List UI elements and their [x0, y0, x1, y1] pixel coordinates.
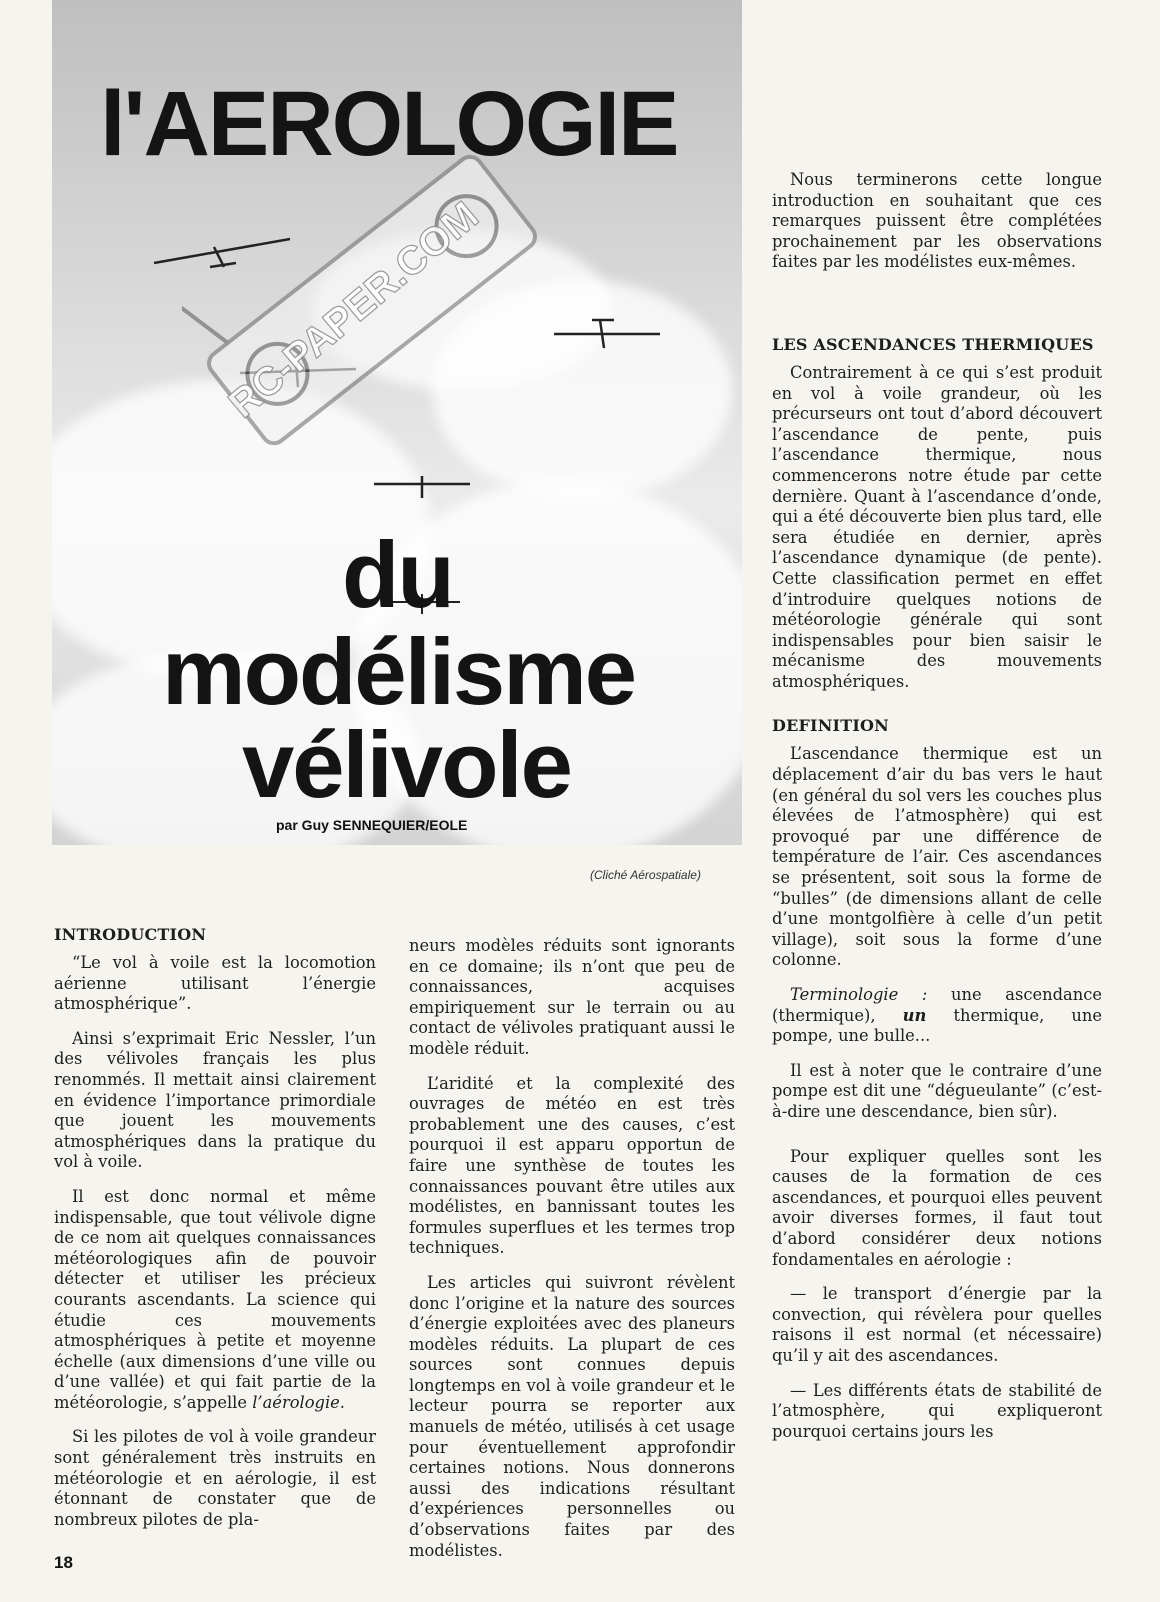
paragraph-text: Il est donc normal et même indispensable, que tout vélivole digne de ce nom ait quelques connaissances météorologiques afin de pouvoir détecter et utiliser les précieux courants ascendants. La science qui étudie ces mouvements atmosphériques à petite et moyenne échelle (aux dimensions d’une ville ou d’une vallée) et qui fait partie de la météorologie, s’appelle — [54, 1186, 376, 1412]
article-title: l'AEROLOGIE — [100, 73, 678, 175]
page-number: 18 — [54, 1553, 73, 1572]
article-subtitle-line: modélisme — [162, 619, 636, 724]
paragraph — [772, 985, 1102, 1047]
paragraph-text: une ascendance (thermique), — [772, 985, 1102, 1025]
emphasis-text: un — [902, 1005, 927, 1025]
paragraph: Nous terminerons cette longue introduction en souhaitant que ces remarques puissent être complétées prochainement par les observations faites par les modélistes eux-mêmes. — [772, 170, 1102, 272]
column-left — [54, 925, 376, 1530]
section-heading: INTRODUCTION — [54, 925, 207, 944]
author-byline: par Guy SENNEQUIER/EOLE — [276, 817, 468, 833]
paragraph: Il est à noter que le contraire d’une pompe est dit une “dégueulante” (c’est-à-dire une descendance, bien sûr). — [772, 1060, 1102, 1121]
paragraph: — Les différents états de stabilité de l’atmosphère, qui expliqueront pourquoi certains jours les — [772, 1380, 1102, 1441]
emphasis-text: l’aérologie. — [252, 1392, 345, 1412]
term-label: Terminologie : — [790, 985, 928, 1004]
paragraph: Les articles qui suivront révèlent donc l’origine et la nature des sources d’énergie exploitées avec des planeurs modèles réduits. La plupart de ces sources sont connues depuis longtemps en vol à voile grandeur et le lecteur pourra se reporter aux manuels de météo, utilisés à cet usage pour éventuellement approfondir certaines notions. Nous donnerons aussi des indications résultant d’expériences personnelles ou d’observations faites par des modélistes. — [409, 1272, 735, 1560]
paragraph: Si les pilotes de vol à voile grandeur sont généralement très instruits en météorologie et en aérologie, il est étonnant de constater que de nombreux pilotes de pla- — [54, 1427, 376, 1529]
article-subtitle-line: vélivole — [242, 712, 571, 817]
paragraph: “Le vol à voile est la locomotion aérienne utilisant l’énergie atmosphérique”. — [54, 953, 376, 1014]
paragraph: L’ascendance thermique est un déplacement d’air du bas vers le haut (en général du sol vers les couches plus élevées de l’atmosphère) qui est provoqué par une différence de température de l’air. Ces ascendances se présentent, soit sous la forme de “bulles” (de dimensions allant de celle d’une montgolfière à celle d’un petit village), soit sous la forme d’une colonne. — [772, 744, 1102, 970]
paragraph-text: thermique, une pompe, une bulle... — [772, 1005, 1102, 1046]
hero-photo — [52, 0, 742, 845]
paragraph: L’aridité et la complexité des ouvrages de météo en est très probablement une des causes, c’est pourquoi il est apparu opportun de faire une synthèse de toutes les connaissances pouvant être utiles aux modélistes, en bannissant toutes les formules superflues et les termes trop techniques. — [409, 1073, 735, 1258]
paragraph: neurs modèles réduits sont ignorants en ce domaine; ils n’ont que peu de connaissances, acquises empiriquement sur le terrain ou au contact de vélivoles pratiquant aussi le modèle réduit. — [409, 936, 735, 1058]
glider-icon — [552, 312, 662, 362]
article-subtitle-line: du — [342, 522, 453, 627]
paragraph: Contrairement à ce qui s’est produit en vol à voile grandeur, où les précurseurs ont tout d’abord découvert l’ascendance de pente, puis l’ascendance thermique, nous commencerons notre étude par cette dernière. Quant à l’ascendance d’onde, qui a été découverte bien plus tard, elle sera étudiée en dernier, après l’ascendance dynamique (de pente). Cette classification permet en effet d’introduire quelques notions de météorologie générale qui sont indispensables pour bien saisir le mécanisme des mouvements atmosphériques. — [772, 362, 1102, 691]
column-right — [772, 170, 1102, 1442]
section-heading: LES ASCENDANCES THERMIQUES — [772, 334, 1094, 354]
svg-text:RC-PAPER.COM: RC-PAPER.COM — [220, 193, 487, 427]
paragraph: Ainsi s’exprimait Eric Nessler, l’un des vélivoles français les plus renommés. Il mettait ainsi clairement en évidence l’importance primordiale que jouent les mouvements atmosphériques dans la pratique du vol à voile. — [54, 1028, 376, 1172]
paragraph — [54, 1187, 376, 1414]
watermark-label — [192, 190, 532, 450]
glider-icon — [372, 470, 472, 506]
photo-credit: (Cliché Aérospatiale) — [590, 868, 701, 882]
paragraph: — le transport d’énergie par la convection, qui révèlera pour quelles raisons il est normal (et nécessaire) qu’il y ait des ascendances. — [772, 1284, 1102, 1365]
paragraph: Pour expliquer quelles sont les causes de la formation de ces ascendances, et pourquoi elles peuvent avoir diverses formes, il faut tout d’abord considérer deux notions fondamentales en aérologie : — [772, 1146, 1102, 1269]
section-heading: DEFINITION — [772, 716, 889, 736]
column-middle — [409, 936, 735, 1561]
